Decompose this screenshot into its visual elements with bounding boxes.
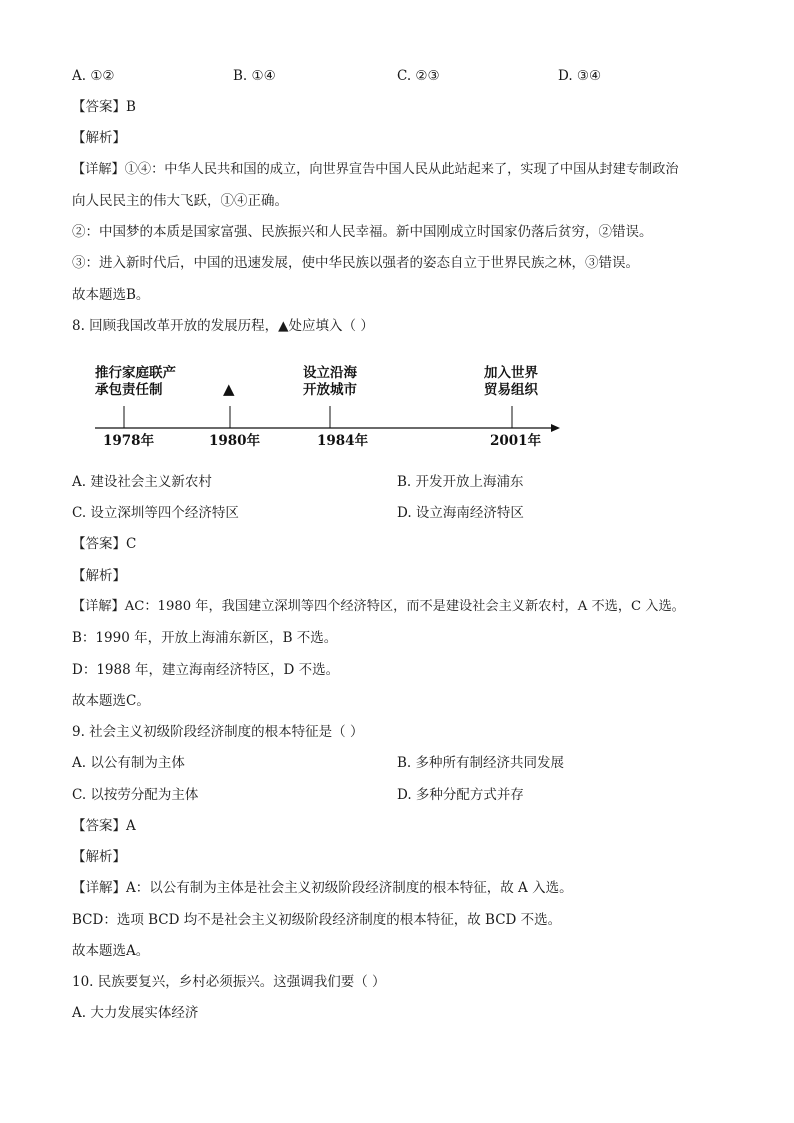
timeline-event-2001-line2: 贸易组织 (484, 382, 538, 398)
timeline-event-1984-line2: 开放城市 (303, 382, 357, 398)
q8-option-b: B. 开发开放上海浦东 (397, 474, 524, 490)
q8-answer: 【答案】C (72, 536, 137, 552)
q8-stem: 8. 回顾我国改革开放的发展历程，▲处应填入（ ） (72, 318, 374, 334)
q9-detail-2: BCD：选项 BCD 均不是社会主义初级阶段经济制度的根本特征，故 BCD 不选。 (72, 912, 562, 928)
q7-detail-3: ②：中国梦的本质是国家富强、民族振兴和人民幸福。新中国刚成立时国家仍落后贫穷，②错误。 (72, 224, 653, 240)
q8-option-a: A. 建设社会主义新农村 (72, 474, 212, 490)
q9-stem: 9. 社会主义初级阶段经济制度的根本特征是（ ） (72, 724, 364, 740)
q9-option-d: D. 多种分配方式并存 (397, 787, 524, 803)
q8-detail-3: D：1988 年，建立海南经济特区，D 不选。 (72, 662, 340, 678)
q8-detail-1: 【详解】AC：1980 年，我国建立深圳等四个经济特区，而不是建设社会主义新农村，A 不选，C 入选。 (72, 599, 685, 614)
q7-option-b: B. ①④ (233, 68, 276, 84)
q7-option-d: D. ③④ (558, 68, 602, 84)
q7-detail-4: ③：进入新时代后，中国的迅速发展，使中华民族以强者的姿态自立于世界民族之林，③错误。 (72, 255, 639, 271)
q8-timeline (0, 0, 794, 470)
timeline-marker-triangle: ▲ (223, 380, 235, 398)
q7-answer: 【答案】B (72, 99, 136, 115)
q7-detail-2: 向人民民主的伟大飞跃，①④正确。 (72, 193, 288, 209)
q7-detail-1: 【详解】①④：中华人民共和国的成立，向世界宣告中国人民从此站起来了，实现了中国从封建专制政治 (72, 162, 679, 177)
timeline-year-2001: 2001年 (490, 433, 542, 449)
q9-option-c: C. 以按劳分配为主体 (72, 787, 199, 803)
q9-answer: 【答案】A (72, 818, 136, 834)
q9-option-b: B. 多种所有制经济共同发展 (397, 755, 565, 771)
q9-detail-1: 【详解】A：以公有制为主体是社会主义初级阶段经济制度的根本特征，故 A 入选。 (72, 880, 573, 896)
q10-option-a: A. 大力发展实体经济 (72, 1005, 199, 1021)
q9-analysis-label: 【解析】 (72, 849, 126, 865)
timeline-event-2001-line1: 加入世界 (484, 365, 538, 381)
q7-analysis-label: 【解析】 (72, 130, 126, 146)
timeline-year-1978: 1978年 (103, 433, 155, 449)
timeline-year-1984: 1984年 (317, 433, 369, 449)
q7-option-a: A. ①② (72, 68, 115, 84)
q9-option-a: A. 以公有制为主体 (72, 755, 185, 771)
timeline-event-1978-line1: 推行家庭联产 (95, 365, 176, 381)
q8-option-d: D. 设立海南经济特区 (397, 505, 524, 521)
q8-option-c: C. 设立深圳等四个经济特区 (72, 505, 239, 521)
q8-conclusion: 故本题选C。 (72, 693, 150, 709)
timeline-event-1984-line1: 设立沿海 (303, 365, 357, 381)
timeline-year-1980: 1980年 (209, 433, 261, 449)
timeline-axis (0, 0, 794, 470)
q7-conclusion: 故本题选B。 (72, 287, 150, 303)
q9-conclusion: 故本题选A。 (72, 943, 150, 959)
q8-analysis-label: 【解析】 (72, 568, 126, 584)
q7-option-c: C. ②③ (397, 68, 440, 84)
q8-detail-2: B：1990 年，开放上海浦东新区，B 不选。 (72, 630, 338, 646)
timeline-event-1978-line2: 承包责任制 (95, 382, 163, 398)
q10-stem: 10. 民族要复兴，乡村必须振兴。这强调我们要（ ） (72, 974, 386, 990)
